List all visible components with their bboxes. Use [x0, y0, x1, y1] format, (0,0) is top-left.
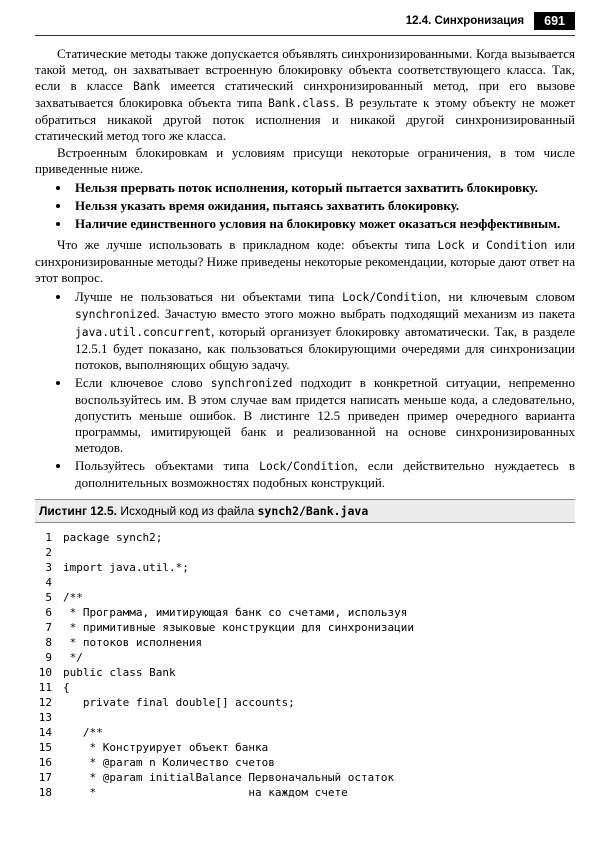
code-line: [35, 666, 575, 681]
code-text: private final double[] accounts;: [63, 696, 295, 710]
line-number: 1: [45, 531, 52, 545]
line-number: 6: [45, 606, 52, 620]
line-number: 13: [38, 711, 52, 725]
code-line: [35, 696, 575, 711]
line-number: 10: [38, 666, 52, 680]
code-line: [35, 756, 575, 771]
code-line: [35, 651, 575, 666]
listing-filename: synch2/Bank.java: [257, 504, 369, 519]
code-line: [35, 621, 575, 636]
code-text: * @param n Количество счетов: [63, 756, 275, 770]
line-number: 4: [45, 576, 52, 590]
recommendation-item: • Пользуйтесь объектами типа Lock/Condition, если действительно нуждаетесь в дополнительных возможностях подобных конструкций.: [71, 458, 575, 491]
restrictions-list: [35, 180, 575, 232]
code-line: [35, 606, 575, 621]
running-head: [35, 12, 575, 36]
code-line: [35, 561, 575, 576]
code-line: [35, 591, 575, 606]
code-text: * примитивные языковые конструкции для синхронизации: [63, 621, 414, 635]
code-line: [35, 771, 575, 786]
code-line: [35, 576, 575, 591]
code-text: {: [63, 681, 70, 695]
recommendations-list: [35, 289, 575, 491]
listing-header: [35, 499, 575, 523]
code-text: * Программа, имитирующая банк со счетами, используя: [63, 606, 408, 620]
code-text: */: [63, 651, 83, 665]
line-number: 14: [38, 726, 52, 740]
paragraph-restrictions-intro: Встроенным блокировкам и условиям присущи некоторые ограничения, в том числе приведенные ниже.: [35, 144, 575, 176]
code-text: public class Bank: [63, 666, 176, 680]
line-number: 2: [45, 546, 52, 560]
code-line: [35, 636, 575, 651]
listing-description: Исходный код из файла: [117, 504, 258, 519]
restriction-item: • Нельзя прервать поток исполнения, который пытается захватить блокировку.: [71, 180, 575, 196]
code-line: [35, 711, 575, 726]
section-title: 12.4. Синхронизация: [405, 15, 525, 27]
recommendation-item: • Лучше не пользоваться ни объектами типа Lock/Condition, ни ключевым словом synchronized. Зачастую вместо этого можно выбрать подходящий механизм из пакета java.util.concurrent, который организует блокировку автоматически. Так, в разделе 12.5.1 будет показано, как пользоваться блокирующими очередями для синхронизации потоков, выполняющих общую задачу.: [71, 289, 575, 372]
line-number: 16: [38, 756, 52, 770]
line-number: 3: [45, 561, 52, 575]
code-text: * потоков исполнения: [63, 636, 203, 650]
code-block: [35, 531, 575, 801]
code-text: /**: [63, 591, 83, 605]
code-line: [35, 681, 575, 696]
restriction-item: • Наличие единственного условия на блокировку может оказаться неэффективным.: [71, 216, 575, 232]
line-number: 5: [45, 591, 52, 605]
code-text: * @param initialBalance Первоначальный остаток: [63, 771, 395, 785]
line-number: 11: [38, 681, 52, 695]
line-number: 9: [45, 651, 52, 665]
code-text: * Конструирует объект банка: [63, 741, 269, 755]
code-line: [35, 726, 575, 741]
line-number: 7: [45, 621, 52, 635]
code-text: * на каждом счете: [63, 786, 348, 800]
line-number: 12: [38, 696, 52, 710]
page-number-badge: 691: [534, 12, 575, 30]
listing-label: Листинг 12.5.: [39, 504, 117, 519]
line-number: 18: [38, 786, 52, 800]
code-text: package synch2;: [63, 531, 163, 545]
code-line: [35, 741, 575, 756]
recommendation-item: • Если ключевое слово synchronized подходит в конкретной ситуации, непременно воспользуйтесь им. В этом случае вам придется написать меньше кода, а следовательно, допустить меньше ошибок. В листинге 12.5 приведен пример очередного варианта программы, имитирующей банк и реализованной на основе синхронизированных методов.: [71, 375, 575, 456]
restriction-item: • Нельзя указать время ожидания, пытаясь захватить блокировку.: [71, 198, 575, 214]
line-number: 15: [38, 741, 52, 755]
paragraph-static-methods: Статические методы также допускается объявлять синхронизированными. Когда вызывается такой метод, он захватывает встроенную блокировку объекта соответствующего класса. Так, если в классе Bank имеется статический синхронизированный метод, при его вызове захватывается блокировка объекта типа Bank.class. В результате к этому объекту не может обратиться никакой другой поток исполнения и никакой другой синхронизированный статический метод того же класса.: [35, 46, 575, 144]
paragraph-recommendations-intro: Что же лучше использовать в прикладном коде: объекты типа Lock и Condition или синхронизированные методы? Ниже приведены некоторые рекомендации, которые дают ответ на этот вопрос.: [35, 237, 575, 286]
code-line: [35, 786, 575, 801]
code-line: [35, 531, 575, 546]
code-line: [35, 546, 575, 561]
code-text: import java.util.*;: [63, 561, 189, 575]
line-number: 17: [38, 771, 52, 785]
code-text: /**: [63, 726, 103, 740]
page-body: [35, 46, 575, 491]
line-number: 8: [45, 636, 52, 650]
